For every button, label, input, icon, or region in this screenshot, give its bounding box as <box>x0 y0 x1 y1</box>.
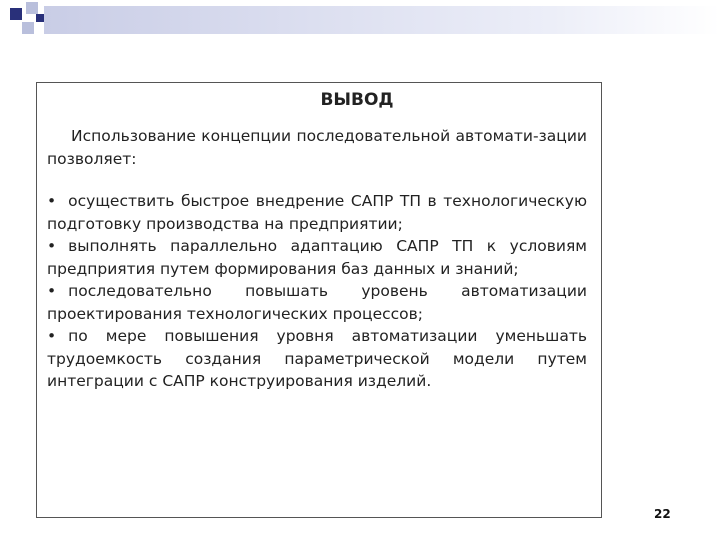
bullet-item <box>47 280 587 325</box>
bullet-item <box>47 325 587 393</box>
bullet-text: последовательно повышать уровень автоматизации проектирования технологических процессов; <box>47 282 587 323</box>
slide-title: ВЫВОД <box>320 90 394 110</box>
decor-square-light <box>26 2 38 14</box>
bullet-item <box>47 235 587 280</box>
content-box <box>36 82 602 518</box>
decor-square-dark <box>10 8 22 20</box>
bullet-text: выполнять параллельно адаптацию САПР ТП к условиям предприятия путем формирования баз данных и знаний; <box>47 237 587 278</box>
bullet-icon: • <box>47 237 57 255</box>
decor-square-dark <box>36 14 44 22</box>
bullet-icon: • <box>47 282 57 300</box>
header-gradient-bar <box>44 6 720 34</box>
bullet-text: осуществить быстрое внедрение САПР ТП в технологическую подготовку производства на предприятии; <box>47 192 587 233</box>
bullet-icon: • <box>47 192 57 210</box>
bullet-item <box>47 190 587 235</box>
bullet-icon: • <box>47 327 57 345</box>
page-number: 22 <box>654 507 671 521</box>
bullet-text: по мере повышения уровня автоматизации уменьшать трудоемкость создания параметрической модели путем интеграции с САПР конструирования изделий. <box>47 327 587 390</box>
decor-square-light <box>22 22 34 34</box>
intro-text: Использование концепции последовательной автомати-зации позволяет: <box>47 127 587 168</box>
